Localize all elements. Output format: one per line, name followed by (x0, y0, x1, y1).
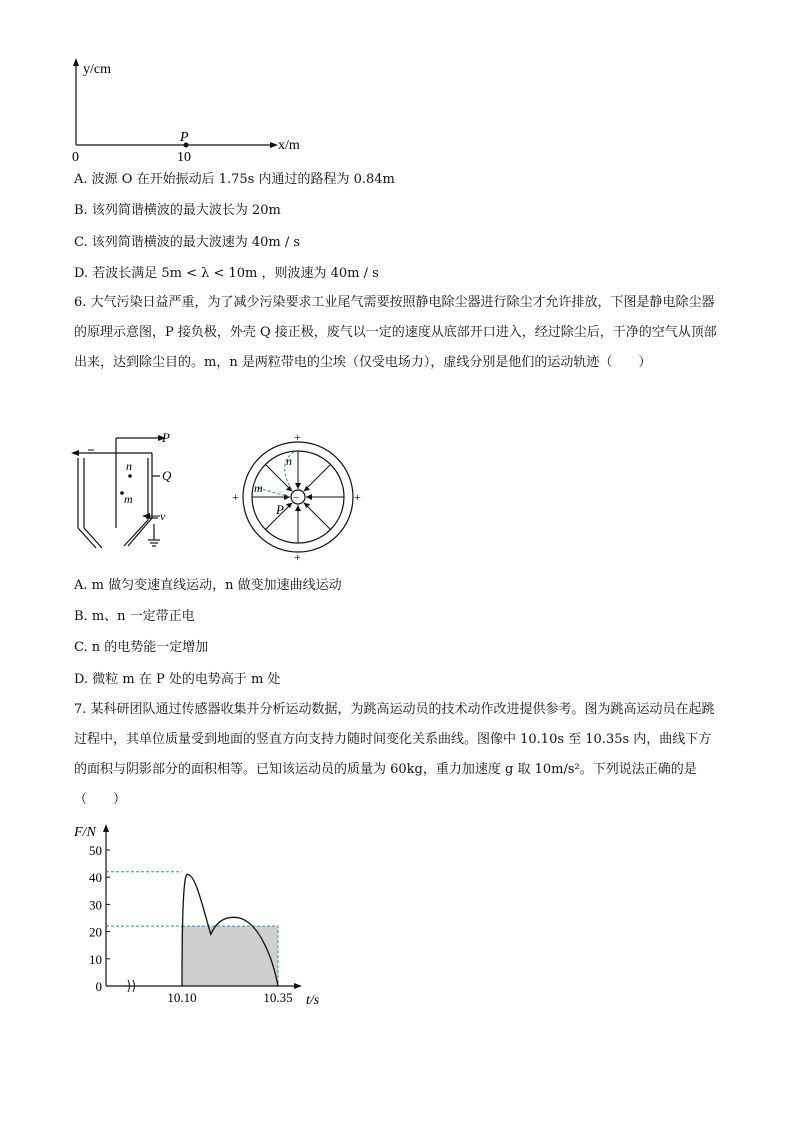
q6-stem: 6. 大气污染日益严重，为了减少污染要求工业尾气需要按照静电除尘器进行除尘才允许排放，下图是静电除尘器的原理示意图，P 接负极，外壳 Q 接正极，废气以一定的速度从底部开口进入，经过除尘后，干净的空气从顶部出来，达到除尘目的。m，n 是两粒带电的尘埃（仅受电场力），虚线分别是他们的运动轨迹（ ） (74, 295, 717, 370)
electrode-p-label: P (162, 430, 170, 445)
plus-right: + (354, 490, 361, 504)
particle-n-label: n (126, 459, 132, 473)
particle-m-label: m (124, 492, 133, 506)
precipitator-cross-section-figure (228, 432, 368, 562)
y-axis-label: F/N (74, 825, 96, 840)
y-tick-label-10: 10 (89, 951, 102, 967)
q6-option-b: B. m、n 一定带正电 (74, 609, 195, 624)
plus-left: + (232, 490, 239, 504)
q6-option-c: C. n 的电势能一定增加 (74, 640, 209, 655)
q6-option-d: D. 微粒 m 在 P 处的电势高于 m 处 (74, 672, 281, 687)
particle-m-label-right: m (254, 481, 263, 495)
velocity-v-label: v (160, 509, 166, 523)
electrode-q-label: Q (162, 468, 172, 483)
x-axis-label: t/s (306, 993, 320, 1008)
x-axis-label: x/m (278, 138, 300, 153)
x-tick-label-end: 10.35 (263, 990, 293, 1005)
wave-axes-figure (60, 55, 320, 165)
x-axis-arrow (294, 983, 302, 989)
q5-option-d: D. 若波长满足 5m < λ < 10m ，则波速为 40m / s (74, 266, 379, 281)
point-p-label: P (180, 130, 189, 145)
plus-top: + (294, 432, 301, 444)
y-tick-label-50: 50 (89, 843, 102, 858)
electrode-p-label-right: P (276, 502, 284, 517)
q5-option-a: A. 波源 O 在开始振动后 1.75s 内通过的路程为 0.84m (74, 172, 395, 187)
y-axis-label: y/cm (83, 62, 111, 77)
force-time-chart (66, 820, 356, 1010)
particle-n (128, 474, 132, 478)
y-tick-label-0: 0 (95, 979, 102, 994)
q7-stem: 7. 某科研团队通过传感器收集并分析运动数据，为跳高运动员的技术动作改进提供参考。图为跳高运动员在起跳过程中，其单位质量受到地面的竖直方向支持力随时间变化关系曲线。图像中 10.10s 至 10.35s 内，曲线下方的面积与阴影部分的面积相等。已知该运动员的质量为 60kg，重力加速度 g 取 10m/s²。下列说法正确的是（ ） (74, 702, 715, 807)
shaded-area (182, 926, 278, 986)
y-tick-label-40: 40 (89, 870, 102, 886)
y-tick-label-30: 30 (89, 897, 102, 913)
q5-option-c: C. 该列简谐横波的最大波速为 40m / s (74, 235, 301, 250)
q6-option-a: A. m 做匀变速直线运动，n 做变加速曲线运动 (74, 578, 342, 593)
point-p-tick: 10 (177, 150, 191, 165)
x-axis-arrow (270, 142, 278, 148)
y-axis-arrow (103, 824, 109, 832)
precipitator-side-figure (68, 428, 198, 556)
y-axis-arrow (73, 58, 79, 66)
center-electrode-sign: − (293, 492, 300, 504)
plus-bottom: + (294, 550, 301, 562)
particle-n-label-right: n (286, 454, 292, 468)
q5-option-b: B. 该列简谐横波的最大波长为 20m (74, 203, 281, 218)
y-tick-label-20: 20 (89, 924, 102, 940)
x-tick-label-start: 10.10 (167, 990, 197, 1005)
origin-label: 0 (72, 150, 79, 165)
